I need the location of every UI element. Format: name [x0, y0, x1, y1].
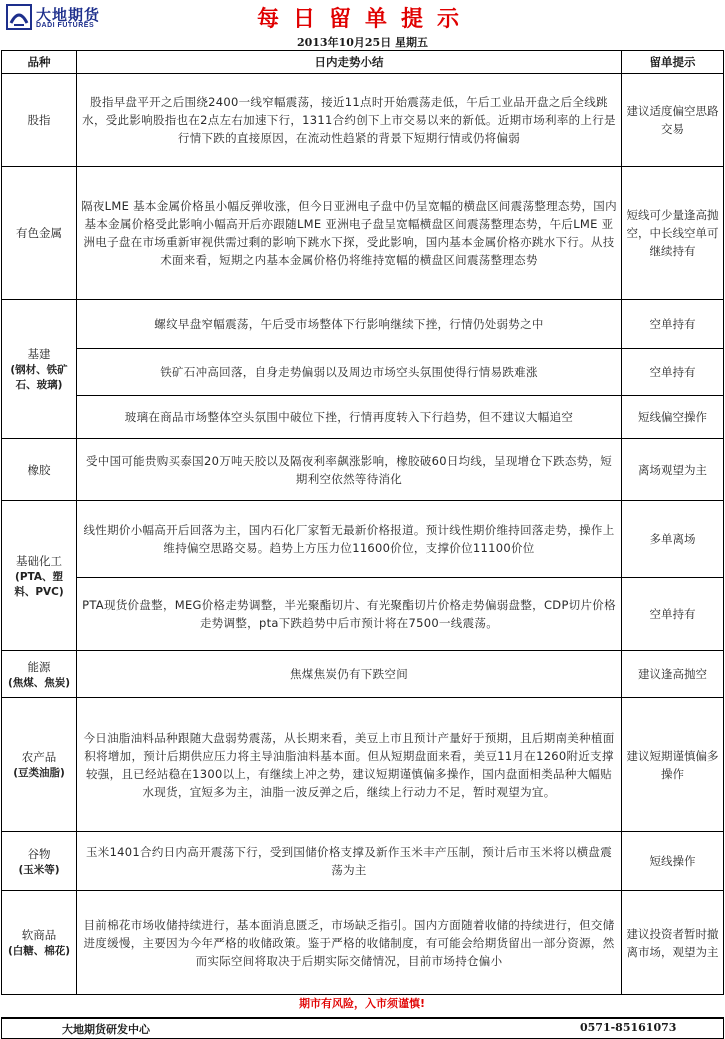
category-name: 谷物	[27, 846, 51, 861]
hint-cell: 建议投资者暂时撤离市场，观望为主	[622, 891, 724, 995]
category-name: 软商品	[21, 928, 57, 942]
summary-cell: 螺纹早盘窄幅震荡，午后受市场整体下行影响继续下挫，行情仍处弱势之中	[77, 300, 622, 349]
footer	[1, 1017, 724, 1039]
column-header-hint: 留单提示	[622, 51, 724, 74]
hint-cell: 短线偏空操作	[622, 396, 724, 439]
category-cell	[2, 891, 77, 995]
table-row	[2, 501, 724, 578]
category-cell	[2, 439, 77, 501]
summary-cell: 玉米1401合约日内高开震荡下行，受到国储价格支撑及新作玉米丰产压制，预计后市玉米将以横盘震荡为主	[77, 832, 622, 891]
category-cell	[2, 832, 77, 891]
table-row	[2, 651, 724, 698]
footer-phone: 0571-85161073	[580, 1021, 677, 1034]
company-logo	[6, 4, 136, 32]
category-name: 基建	[27, 347, 51, 361]
category-subtitle: (PTA、塑料、PVC)	[14, 570, 64, 598]
summary-cell: 股指早盘平开之后围绕2400一线窄幅震荡，接近11点时开始震荡走低，午后工业品开盘之后全线跳水，受此影响股指也在2点左右加速下行，1311合约创下上市交易以来的新低。近期市场利率的上行是行情下跌的直接原因，在流动性趋紧的背景下短期行情或仍将偏弱	[77, 74, 622, 167]
table-row	[2, 578, 724, 651]
summary-cell: 目前棉花市场收储持续进行，基本面消息匮乏，市场缺乏指引。国内方面随着收储的持续进行，但交储进度缓慢，主要因为今年严格的收储政策。鉴于严格的收储制度，有可能会给期货留出一部分资源，然而实际空间将取决于后期实际交储情况，目前市场持仓偏小	[77, 891, 622, 995]
header	[0, 0, 725, 34]
category-name: 股指	[27, 113, 51, 127]
summary-cell: PTA现货价盘整，MEG价格走势调整，半光聚酯切片、有光聚酯切片价格走势偏弱盘整，CDP切片价格走势调整，pta下跌趋势中后市预计将在7500一线震荡。	[77, 578, 622, 651]
report-date: 2013年10月25日 星期五	[296, 36, 429, 49]
page-title: 每日留单提示	[256, 6, 473, 32]
hint-cell: 建议适度偏空思路交易	[622, 74, 724, 167]
table-row	[2, 74, 724, 167]
table-row	[2, 891, 724, 995]
category-subtitle: (钢材、铁矿石、玻璃)	[10, 364, 68, 391]
table-row	[2, 300, 724, 349]
hint-cell: 建议逢高抛空	[622, 651, 724, 698]
summary-cell: 玻璃在商品市场整体空头氛围中破位下挫，行情再度转入下行趋势，但不建议大幅追空	[77, 396, 622, 439]
category-subtitle: (焦煤、焦炭)	[7, 676, 71, 689]
table-row	[2, 698, 724, 832]
hint-cell: 空单持有	[622, 349, 724, 396]
summary-cell: 受中国可能贵购买泰国20万吨天胶以及隔夜利率飙涨影响，橡胶破60日均线，呈现增仓下跌态势，短期利空依然等待消化	[77, 439, 622, 501]
hint-cell: 建议短期谨慎偏多操作	[622, 698, 724, 832]
category-cell	[2, 300, 77, 439]
category-cell	[2, 698, 77, 832]
category-name: 基础化工	[16, 553, 62, 568]
risk-warning: 期市有风险，入市须谨慎!	[298, 997, 426, 1010]
summary-cell: 今日油脂油料品种跟随大盘弱势震荡，从长期来看，美豆上市且预计产量好于预期，且后期南美种植面积将增加，预计后期供应压力将主导油脂油料基本面。但从短期盘面来看，美豆11月在1260附近支撑较强，且已经站稳在1300以上，有继续上冲之势，建议短期谨慎偏多操作，国内盘面相类品种大幅贴水现货，宜短多为主，油脂一波反弹之后，继续上行动力不足，暂时观望为宜。	[77, 698, 622, 832]
category-cell	[2, 651, 77, 698]
summary-cell: 焦煤焦炭仍有下跌空间	[77, 651, 622, 698]
summary-cell: 隔夜LME 基本金属价格虽小幅反弹收涨，但今日亚洲电子盘中仍呈宽幅的横盘区间震荡整理态势，国内基本金属价格受此影响小幅高开后亦跟随LME 亚洲电子盘呈宽幅横盘区间震荡整理态势，午后LME 亚洲电子盘在市场重新审视供需过剩的影响下跳水下探，受此影响，国内基本金属价格亦跳水下行。从技术面来看，短期之内基本金属价格仍将维持宽幅的横盘区间震荡整理态势	[77, 167, 622, 300]
category-cell	[2, 501, 77, 651]
table-row	[2, 439, 724, 501]
table-header-row	[2, 51, 724, 74]
table-row	[2, 396, 724, 439]
logo-mark-icon	[6, 4, 32, 30]
table-row	[2, 832, 724, 891]
footer-org: 大地期货研发中心	[62, 1023, 150, 1036]
category-subtitle: (白糖、棉花)	[7, 945, 71, 957]
category-name: 能源	[27, 659, 51, 674]
category-name: 有色金属	[16, 226, 62, 240]
summary-cell: 线性期价小幅高开后回落为主，国内石化厂家暂无最新价格报道。预计线性期价维持回落走势，操作上维持偏空思路交易。趋势上方压力位11600价位，支撑价位11100价位	[77, 501, 622, 578]
logo-text-en: DADI FUTURES	[36, 22, 95, 29]
hint-cell: 离场观望为主	[622, 439, 724, 501]
category-subtitle: (玉米等)	[18, 863, 60, 876]
category-cell	[2, 167, 77, 300]
hint-cell: 空单持有	[622, 300, 724, 349]
category-subtitle: (豆类油脂)	[13, 767, 65, 779]
hint-cell: 短线可少量逢高抛空，中长线空单可继续持有	[622, 167, 724, 300]
report-table	[1, 50, 724, 995]
summary-cell: 铁矿石冲高回落，自身走势偏弱以及周边市场空头氛围使得行情易跌难涨	[77, 349, 622, 396]
column-header-category: 品种	[2, 51, 77, 74]
hint-cell: 短线操作	[622, 832, 724, 891]
category-name: 橡胶	[27, 462, 51, 477]
column-header-summary: 日内走势小结	[77, 51, 622, 74]
table-row	[2, 349, 724, 396]
logo-text-cn: 大地期货	[36, 6, 101, 24]
category-cell	[2, 74, 77, 167]
table-row	[2, 167, 724, 300]
category-name: 农产品	[21, 750, 57, 764]
hint-cell: 空单持有	[622, 578, 724, 651]
hint-cell: 多单离场	[622, 501, 724, 578]
